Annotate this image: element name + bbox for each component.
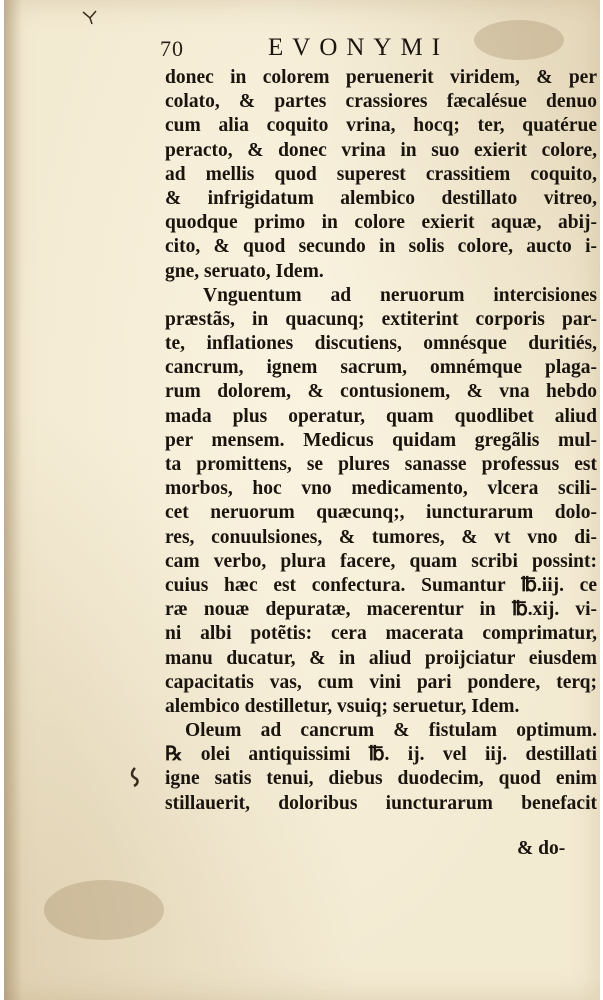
page-header: [0, 36, 603, 66]
text-line: capacitatis vas, cum vini pari pondere, terq;: [165, 671, 597, 693]
ink-mark-icon: [80, 8, 100, 26]
paper-stain: [44, 880, 164, 940]
text-line: gne, seruato, Idem.: [165, 260, 324, 282]
text-line: morbos, hoc vno medicamento, vlcera scili-: [165, 478, 597, 500]
text-line: cancrum, ignem sacrum, omnémque plaga-: [165, 357, 597, 379]
text-line: ℞ olei antiquissimi ℔. ij. vel iij. destillati: [165, 744, 597, 766]
text-line: stillauerit, doloribus iuncturarum benefacit: [165, 792, 597, 814]
text-line: cito, & quod secundo in solis colore, aucto i-: [165, 236, 597, 258]
text-line: te, inflationes discutiens, omnésque duritiés,: [165, 333, 597, 355]
paragraph-heading: Oleum ad cancrum & fistulam optimum.: [185, 720, 597, 742]
text-line: colato, & partes crassiores fæcalésue denuo: [165, 91, 597, 113]
text-line: rum dolorem, & contusionem, & vna hebdo: [165, 381, 597, 403]
running-head: EVONYMI: [268, 34, 450, 61]
text-line: igne satis tenui, diebus duodecim, quod enim: [165, 768, 597, 790]
folio-number: 70: [160, 36, 184, 61]
text-line: manu ducatur, & in aliud proijciatur eiusdem: [165, 647, 597, 669]
text-line: mada plus operatur, quam quodlibet aliud: [165, 405, 597, 427]
text-line: præstãs, in quacunq; extiterint corporis par-: [165, 308, 597, 330]
text-line: ræ nouæ depuratæ, macerentur in ℔.xij. vi-: [165, 599, 597, 621]
text-line: cum alia coquito vrina, hocq; ter, quatérue: [165, 115, 597, 137]
text-line: quodque primo in colore exierit aquæ, abij-: [165, 212, 597, 234]
text-line: peracto, & donec vrina in suo exierit colore,: [165, 139, 597, 161]
spine-shadow: [4, 0, 22, 1000]
text-line: ta promittens, se plures sanasse professus est: [165, 454, 597, 475]
text-line: & infrigidatum alembico destillato vitreo,: [165, 187, 597, 209]
text-line: donec in colorem peruenerit viridem, & per: [165, 67, 597, 88]
text-line: per mensem. Medicus quidam gregãlis mul-: [165, 429, 597, 451]
catchword: & do-: [517, 838, 566, 859]
text-line: alembico destilletur, vsuiq; seruetur, Idem.: [165, 695, 520, 717]
text-line: ad mellis quod superest crassitiem coquito,: [165, 163, 597, 185]
paragraph-heading: Vnguentum ad neruorum intercisiones: [203, 284, 597, 306]
text-block: [165, 66, 597, 816]
text-line: cam verbo, plura facere, quam scribi possint:: [165, 550, 597, 572]
text-line: cet neruorum quæcunq;, iuncturarum dolo-: [165, 502, 597, 524]
text-line: cuius hæc est confectura. Sumantur ℔.iij. ce: [165, 574, 597, 596]
text-line: res, conuulsiones, & tumores, & vt vno di-: [165, 526, 597, 548]
text-line: ni albi potẽtis: cera macerata comprimatur,: [165, 623, 597, 645]
marginal-manicule-icon: [128, 766, 142, 788]
